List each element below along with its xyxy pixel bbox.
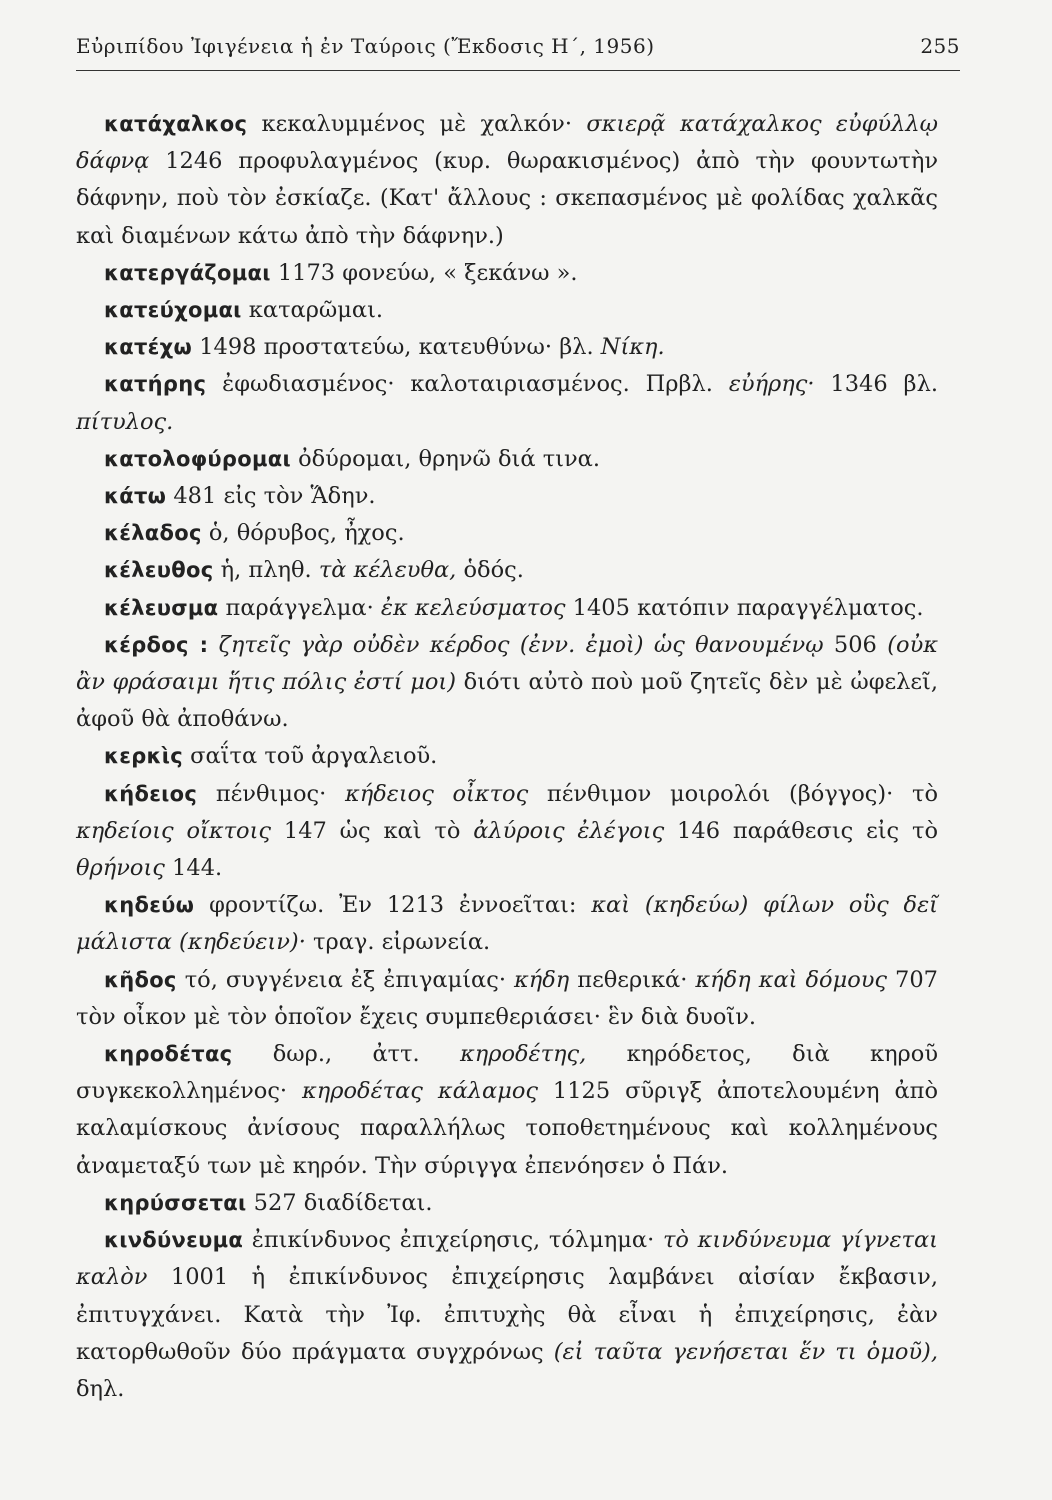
glossary-entry bbox=[76, 515, 938, 552]
glossary-entry bbox=[76, 887, 938, 961]
entry-quotation: εὐήρης· bbox=[728, 371, 815, 398]
page-number: 255 bbox=[920, 34, 960, 58]
glossary-entry bbox=[76, 552, 938, 589]
entry-headword: κήδειος bbox=[104, 781, 198, 806]
glossary-entry bbox=[76, 329, 938, 366]
entry-headword: κέλαδος bbox=[104, 521, 202, 546]
glossary-entry bbox=[76, 590, 938, 627]
entry-quotation: ἐκ κελεύσματος bbox=[380, 594, 566, 621]
entry-headword: κῆδος bbox=[104, 967, 177, 992]
entry-definition-text: πένθιμος· bbox=[197, 780, 345, 807]
glossary-entry bbox=[76, 1036, 938, 1185]
entry-headword: κηρύσσεται bbox=[104, 1190, 247, 1215]
glossary-entry bbox=[76, 366, 938, 440]
entry-quotation: κήδειος οἶκτος bbox=[344, 780, 529, 807]
entry-quotation: κήδη bbox=[514, 966, 570, 993]
entry-definition-text: 1246 προφυλαγμένος (κυρ. θωρακισμένος) ἀπὸ τὴν φουντωτὴν δάφνην, ποὺ τὸν ἐσκίαζε. (Κατ' ἄλλους : σκεπασμένος μὲ φολίδας χαλκᾶς καὶ διαμένων κάτω ἀπὸ τὴν δάφνην.) bbox=[76, 148, 938, 249]
entry-definition-text: 707 τὸν οἶκον μὲ τὸν ὁποῖον ἔχεις συμπεθεριάσει· ἓν διὰ δυοῖν. bbox=[76, 966, 938, 1030]
entry-quotation: κήδη καὶ δόμους bbox=[695, 966, 888, 993]
entry-definition-text: ἡ, πληθ. bbox=[213, 557, 319, 584]
glossary-entry bbox=[76, 776, 938, 888]
page-header bbox=[76, 34, 960, 58]
entry-definition-text: δωρ., ἀττ. bbox=[232, 1041, 460, 1068]
glossary-entry bbox=[76, 255, 938, 292]
entry-definition-text: ὁ, θόρυβος, ἦχος. bbox=[201, 520, 405, 547]
glossary-entry bbox=[76, 1185, 938, 1222]
entry-definition-text: φροντίζω. Ἐν 1213 ἐννοεῖται: bbox=[194, 892, 592, 919]
entry-definition-text: ἐπικίνδυνος ἐπιχείρησις, τόλμημα· bbox=[243, 1227, 663, 1254]
entry-headword: κέρδος : bbox=[104, 632, 209, 657]
entry-quotation: σκιερᾷ κατάχαλκος εὐφύλλῳ δάφνᾳ bbox=[76, 111, 938, 175]
entry-quotation: κηροδέτης, bbox=[459, 1041, 587, 1068]
entry-definition-text: 1125 σῦριγξ ἀποτελουμένη ἀπὸ καλαμίσκους ἀνίσους παραλλήλως τοποθετημένους καὶ κολλημένους ἀναμεταξύ των μὲ κηρόν. Τὴν σύριγγα ἐπενόησεν ὁ Πάν. bbox=[76, 1078, 938, 1179]
entry-definition-text: πένθιμον μοιρολόι (βόγγος)· τὸ bbox=[528, 780, 939, 807]
entry-quotation: τὰ κέλευθα, bbox=[318, 557, 457, 584]
entry-quotation: Νίκη. bbox=[600, 334, 665, 361]
entry-definition-text: διότι αὐτὸ ποὺ μοῦ ζητεῖς δὲν μὲ ὠφελεῖ, ἀφοῦ θὰ ἀποθάνω. bbox=[76, 669, 939, 733]
entry-definition-text: 1498 προστατεύω, κατευθύνω· βλ. bbox=[192, 334, 601, 361]
entry-quotation: καὶ (κηδεύω) φίλων οὓς δεῖ μάλιστα (κηδεύειν)· bbox=[76, 892, 939, 956]
entry-definition-text: τραγ. εἰρωνεία. bbox=[305, 929, 491, 956]
entry-definition-text: σαΐτα τοῦ ἀργαλειοῦ. bbox=[183, 743, 438, 770]
glossary-entry bbox=[76, 441, 938, 478]
entry-headword: κηδεύω bbox=[104, 893, 195, 918]
entry-definition-text: ὁδός. bbox=[456, 557, 524, 584]
entry-quotation: ἀλύροις ἐλέγοις bbox=[473, 817, 665, 844]
entry-quotation: κηροδέτας κάλαμος bbox=[302, 1078, 538, 1105]
entry-definition-text: 146 παράθεσις εἰς τὸ bbox=[664, 817, 938, 844]
entry-definition-text: 147 ὡς καὶ τὸ bbox=[271, 817, 474, 844]
entry-headword: κερκὶς bbox=[104, 744, 183, 769]
entry-definition-text: κεκαλυμμένος μὲ χαλκόν· bbox=[247, 111, 587, 137]
entry-definition-text: 1001 ἡ ἐπικίνδυνος ἐπιχείρησις λαμβάνει αἰσίαν ἔκβασιν, ἐπιτυγχάνει. Κατὰ τὴν Ἰφ. ἐπιτυχὴς θὰ εἶναι ἡ ἐπιχείρησις, ἐὰν κατορθωθοῦν δύο πράγματα συγχρόνως bbox=[76, 1264, 938, 1365]
running-title: Εὐριπίδου Ἰφιγένεια ἡ ἐν Ταύροις (Ἔκδοσις Η΄, 1956) bbox=[76, 34, 655, 58]
entry-definition-text: 506 bbox=[823, 631, 888, 658]
glossary-entry bbox=[76, 292, 938, 329]
entry-quotation: κηδείοις οἴκτοις bbox=[76, 817, 272, 844]
entry-definition-text: κηρόδετος, διὰ κηροῦ συγκεκολλημένος· bbox=[76, 1041, 938, 1105]
glossary-entry bbox=[76, 627, 938, 739]
entry-headword: κινδύνευμα bbox=[104, 1228, 244, 1253]
entry-quotation: ζητεῖς γὰρ οὐδὲν κέρδος (ἐνν. ἐμοὶ) ὡς θανουμένῳ bbox=[218, 631, 824, 658]
glossary-entry bbox=[76, 962, 938, 1036]
entry-headword: κέλευθος bbox=[104, 558, 214, 583]
header-rule bbox=[76, 70, 960, 71]
entry-definition-text: παράγγελμα· bbox=[218, 594, 381, 621]
entry-headword: κηροδέτας bbox=[104, 1042, 233, 1067]
entry-headword: κατεύχομαι bbox=[104, 298, 242, 323]
glossary-entry bbox=[76, 738, 938, 775]
entry-definition-text: ἐφωδιασμένος· καλοταιριασμένος. Πρβλ. bbox=[206, 371, 729, 398]
entry-definition-text: 1405 κατόπιν παραγγέλματος. bbox=[565, 594, 924, 621]
entry-definition-text: 1346 βλ. bbox=[814, 371, 938, 398]
entry-definition-text: δηλ. bbox=[76, 1375, 125, 1402]
entry-headword: κέλευσμα bbox=[104, 595, 219, 620]
entry-headword: κατολοφύρομαι bbox=[104, 446, 291, 471]
entry-definition-text: 481 εἰς τὸν Ἅδην. bbox=[166, 483, 376, 510]
entry-headword: κατάχαλκος bbox=[104, 112, 248, 136]
entry-quotation: πίτυλος. bbox=[76, 408, 174, 435]
glossary-entry bbox=[76, 1222, 938, 1408]
entry-definition-text: πεθερικά· bbox=[569, 966, 696, 993]
entry-definition-text: 1173 φονεύω, « ξεκάνω ». bbox=[270, 259, 578, 286]
entry-definition-text: 527 διαδίδεται. bbox=[246, 1189, 433, 1216]
entry-headword: κατήρης bbox=[104, 372, 207, 397]
entry-definition-text: 144. bbox=[164, 855, 223, 882]
glossary-entry bbox=[76, 106, 938, 255]
entry-quotation: (οὐκ ἂν φράσαιμι ἥτις πόλις ἐστί μοι) bbox=[76, 631, 939, 696]
entry-definition-text bbox=[208, 632, 218, 658]
entry-quotation: (εἰ ταῦτα γενήσεται ἕν τι ὁμοῦ), bbox=[553, 1338, 938, 1365]
entry-definition-text: καταρῶμαι. bbox=[241, 297, 384, 324]
glossary-entry bbox=[76, 478, 938, 515]
glossary-entries bbox=[76, 106, 938, 1408]
entry-headword: κατεργάζομαι bbox=[104, 260, 271, 285]
entry-definition-text: ὀδύρομαι, θρηνῶ διά τινα. bbox=[290, 445, 601, 472]
entry-headword: κατέχω bbox=[104, 335, 193, 360]
entry-headword: κάτω bbox=[104, 484, 167, 509]
entry-definition-text: τό, συγγένεια ἐξ ἐπιγαμίας· bbox=[176, 966, 515, 993]
entry-quotation: τὸ κινδύνευμα γίγνεται καλὸν bbox=[76, 1227, 938, 1291]
entry-quotation: θρήνοις bbox=[76, 855, 165, 882]
